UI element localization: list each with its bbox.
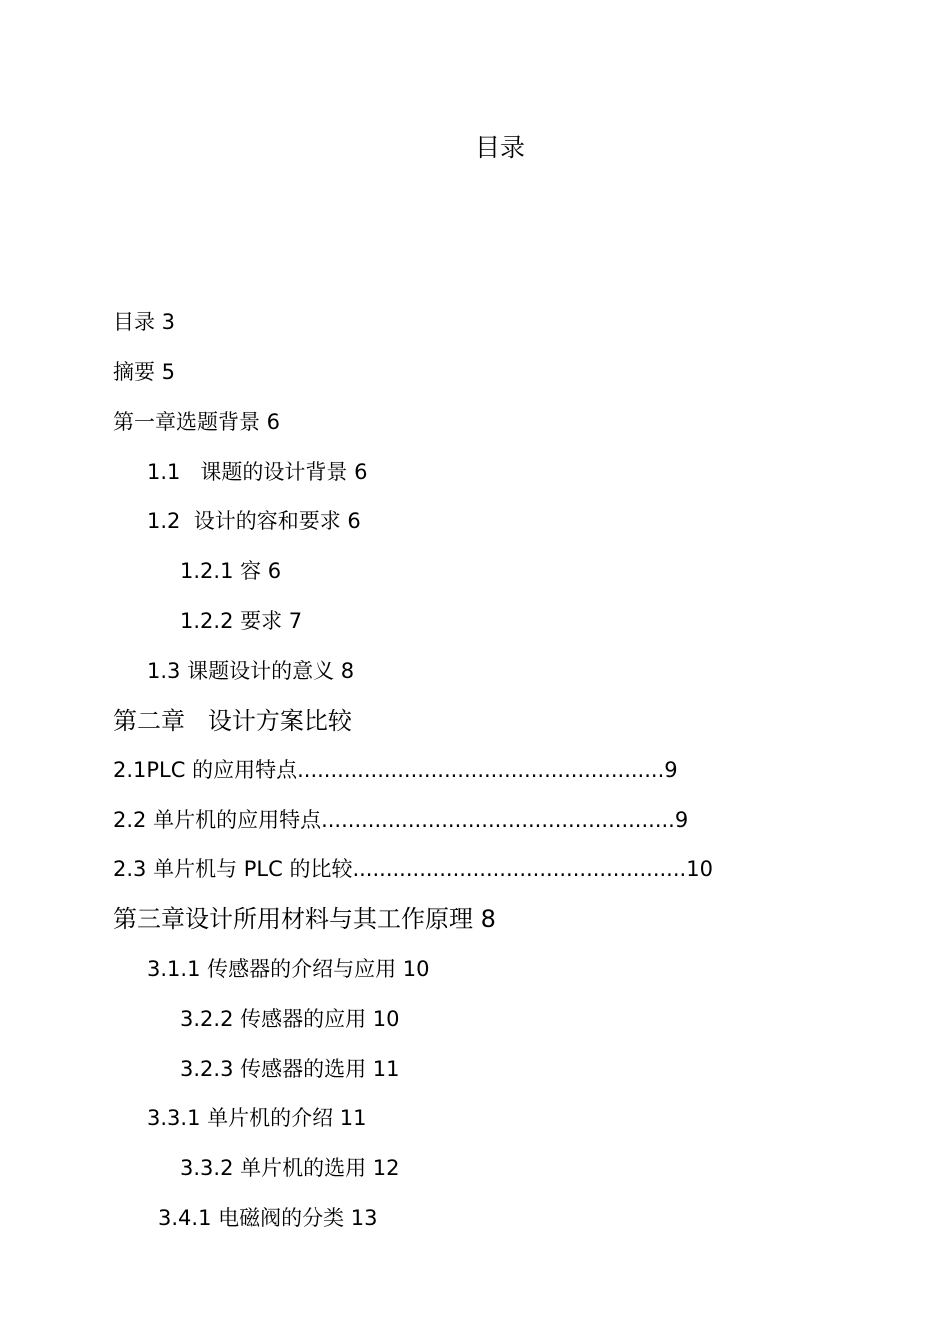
toc-entry-3-4-1[interactable]: 3.4.1 电磁阀的分类 13 (158, 1206, 378, 1230)
toc-entry-2-3[interactable]: 2.3 单片机与 PLC 的比较..................................................10 (113, 857, 713, 881)
toc-entry-contents[interactable]: 目录 3 (113, 310, 176, 334)
toc-entry-2-2[interactable]: 2.2 单片机的应用特点.....................................................9 (113, 808, 689, 832)
toc-entry-3-2-2[interactable]: 3.2.2 传感器的应用 10 (180, 1007, 400, 1031)
toc-entry-chapter-3[interactable]: 第三章设计所用材料与其工作原理 8 (113, 905, 496, 933)
toc-entry-1-2[interactable]: 1.2 设计的容和要求 6 (147, 509, 361, 533)
page-title: 目录 (474, 133, 525, 162)
toc-entry-3-3-1[interactable]: 3.3.1 单片机的介绍 11 (147, 1106, 367, 1130)
toc-entry-3-2-3[interactable]: 3.2.3 传感器的选用 11 (180, 1057, 400, 1081)
toc-entry-chapter-1[interactable]: 第一章选题背景 6 (113, 410, 281, 434)
toc-entry-1-3[interactable]: 1.3 课题设计的意义 8 (147, 659, 355, 683)
toc-entry-abstract[interactable]: 摘要 5 (113, 360, 176, 384)
toc-entry-chapter-2[interactable]: 第二章 设计方案比较 (113, 707, 352, 735)
toc-entry-1-2-2[interactable]: 1.2.2 要求 7 (180, 609, 303, 633)
toc-entry-2-1[interactable]: 2.1PLC 的应用特点.......................................................9 (113, 758, 678, 782)
toc-entry-3-1-1[interactable]: 3.1.1 传感器的介绍与应用 10 (147, 957, 430, 981)
toc-entry-3-3-2[interactable]: 3.3.2 单片机的选用 12 (180, 1156, 400, 1180)
toc-entry-1-1[interactable]: 1.1 课题的设计背景 6 (147, 460, 368, 484)
toc-entry-1-2-1[interactable]: 1.2.1 容 6 (180, 559, 282, 583)
